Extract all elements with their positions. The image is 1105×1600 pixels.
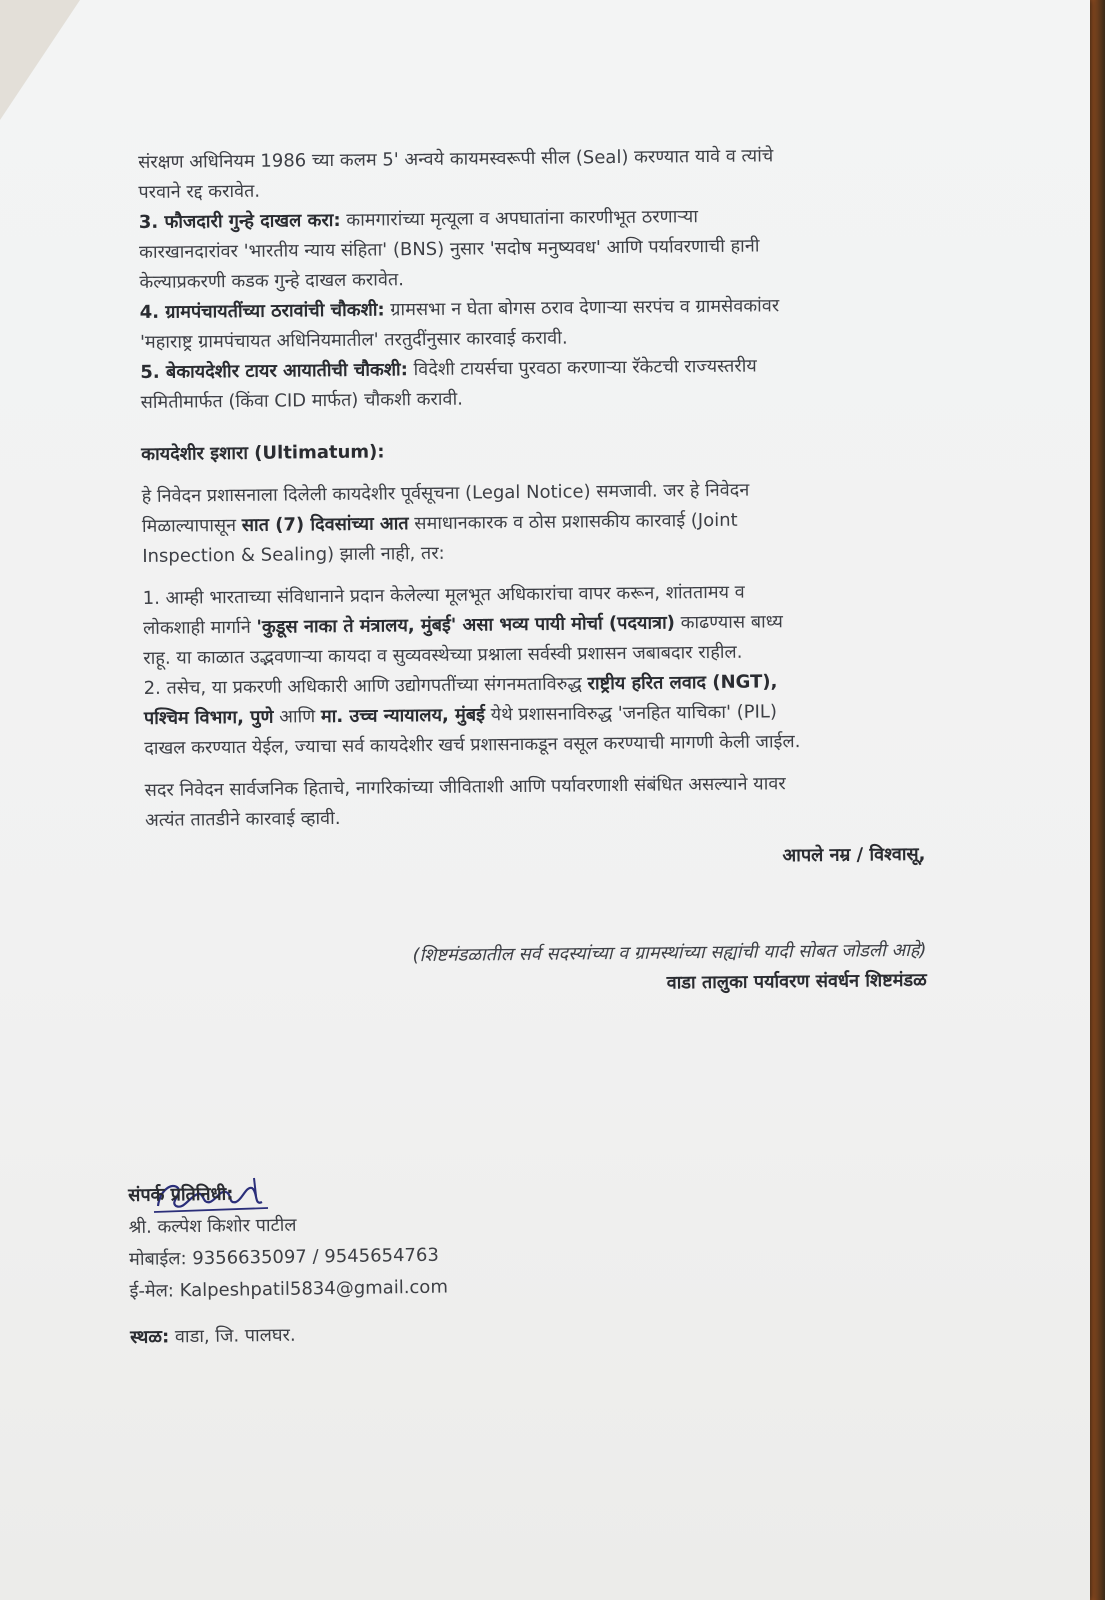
point-2: पश्चिम विभाग, पुणे आणि मा. उच्च न्यायालय, मुंबई येथे प्रशासनाविरुद्ध 'जनहित याचिका' (PIL) xyxy=(143,701,778,729)
demand-5-text: समितीमार्फत (किंवा CID मार्फत) चौकशी करावी. xyxy=(140,388,464,413)
enclosure-note: (शिष्टमंडळातील सर्व सदस्यांच्या व ग्रामस्थांच्या सह्यांची यादी सोबत जोडली आहे) xyxy=(412,939,927,967)
notice-line: Inspection & Sealing) झाली नाही, तर: xyxy=(142,542,445,567)
notice-line: मिळाल्यापासून सात (7) दिवसांच्या आत समाधानकारक व ठोस प्रशासकीय कारवाई (Joint xyxy=(141,509,738,537)
organization-name: वाडा तालुका पर्यावरण संवर्धन शिष्टमंडळ xyxy=(666,969,927,994)
page-fold-corner xyxy=(0,0,80,120)
contact-name: श्री. कल्पेश किशोर पाटील xyxy=(128,1214,297,1238)
letter-body xyxy=(138,140,947,1004)
point-1: लोकशाही मार्गाने 'कुडूस नाका ते मंत्रालय, मुंबई' असा भव्य पायी मोर्चा (पदयात्रा) काढण्यास बाध्य xyxy=(142,611,784,639)
contact-mobile: मोबाईल: 9356635097 / 9545654763 xyxy=(128,1244,439,1270)
point-1: राहू. या काळात उद्भवणाऱ्या कायदा व सुव्यवस्थेच्या प्रश्नाला सर्वस्वी प्रशासन जबाबदार राहील. xyxy=(143,641,743,669)
point-2: दाखल करण्यात येईल, ज्याचा सर्व कायदेशीर खर्च प्रशासनाकडून वसूल करण्याची मागणी केली जाईल. xyxy=(144,731,801,759)
demand-4-text: 'महाराष्ट्र ग्रामपंचायत अधिनियमातील' तरतुदींनुसार कारवाई करावी. xyxy=(139,327,568,353)
demand-3-text: केल्याप्रकरणी कडक गुन्हे दाखल करावेत. xyxy=(139,269,404,293)
contact-block xyxy=(128,1172,730,1354)
demand-3: 3. फौजदारी गुन्हे दाखल करा: कामगारांच्या मृत्यूला व अपघातांना कारणीभूत ठरणाऱ्या xyxy=(138,206,699,233)
notice-line: हे निवेदन प्रशासनाला दिलेली कायदेशीर पूर्वसूचना (Legal Notice) समजावी. जर हे निवेदन xyxy=(141,479,750,507)
intro-line: परवाने रद्द करावेत. xyxy=(138,180,261,203)
closing-line: सदर निवेदन सार्वजनिक हिताचे, नागरिकांच्या जीविताशी आणि पर्यावरणाशी संबंधित असल्याने यावर xyxy=(144,773,786,801)
closing-line: अत्यंत तातडीने कारवाई व्हावी. xyxy=(144,807,341,831)
contact-email: ई-मेल: Kalpeshpatil5834@gmail.com xyxy=(129,1276,449,1302)
demand-heading: 3. फौजदारी गुन्हे दाखल करा: xyxy=(138,209,341,233)
demand-5: 5. बेकायदेशीर टायर आयातीची चौकशी: विदेशी टायर्सचा पुरवठा करणाऱ्या रॅकेटची राज्यस्तरीय xyxy=(140,355,757,383)
demand-heading: 4. ग्रामपंचायतींच्या ठरावांची चौकशी: xyxy=(139,299,385,323)
contact-heading: संपर्क प्रतिनिधी: xyxy=(128,1183,234,1206)
point-2: 2. तसेच, या प्रकरणी अधिकारी आणि उद्योगपतींच्या संगनमताविरुद्ध राष्ट्रीय हरित लवाद (NGT), xyxy=(143,671,778,699)
point-1: 1. आम्ही भारताच्या संविधानाने प्रदान केलेल्या मूलभूत अधिकारांचा वापर करून, शांततामय व xyxy=(142,581,745,609)
intro-line: संरक्षण अधिनियम 1986 च्या कलम 5' अन्वये कायमस्वरूपी सील (Seal) करण्यात यावे व त्यांचे xyxy=(138,145,774,173)
demand-heading: 5. बेकायदेशीर टायर आयातीची चौकशी: xyxy=(140,359,408,383)
demand-4: 4. ग्रामपंचायतींच्या ठरावांची चौकशी: ग्रामसभा न घेता बोगस ठराव देणाऱ्या सरपंच व ग्रामसेवकांवर xyxy=(139,295,780,323)
demand-3-text: कारखानदारांवर 'भारतीय न्याय संहिता' (BNS) नुसार 'सदोष मनुष्यवध' आणि पर्यावरणाची हानी xyxy=(138,235,760,263)
ultimatum-heading: कायदेशीर इशारा (Ultimatum): xyxy=(141,441,385,465)
place-line: स्थळ: वाडा, जि. पालघर. xyxy=(130,1324,296,1348)
salutation: आपले नम्र / विश्वासू, xyxy=(782,843,926,867)
